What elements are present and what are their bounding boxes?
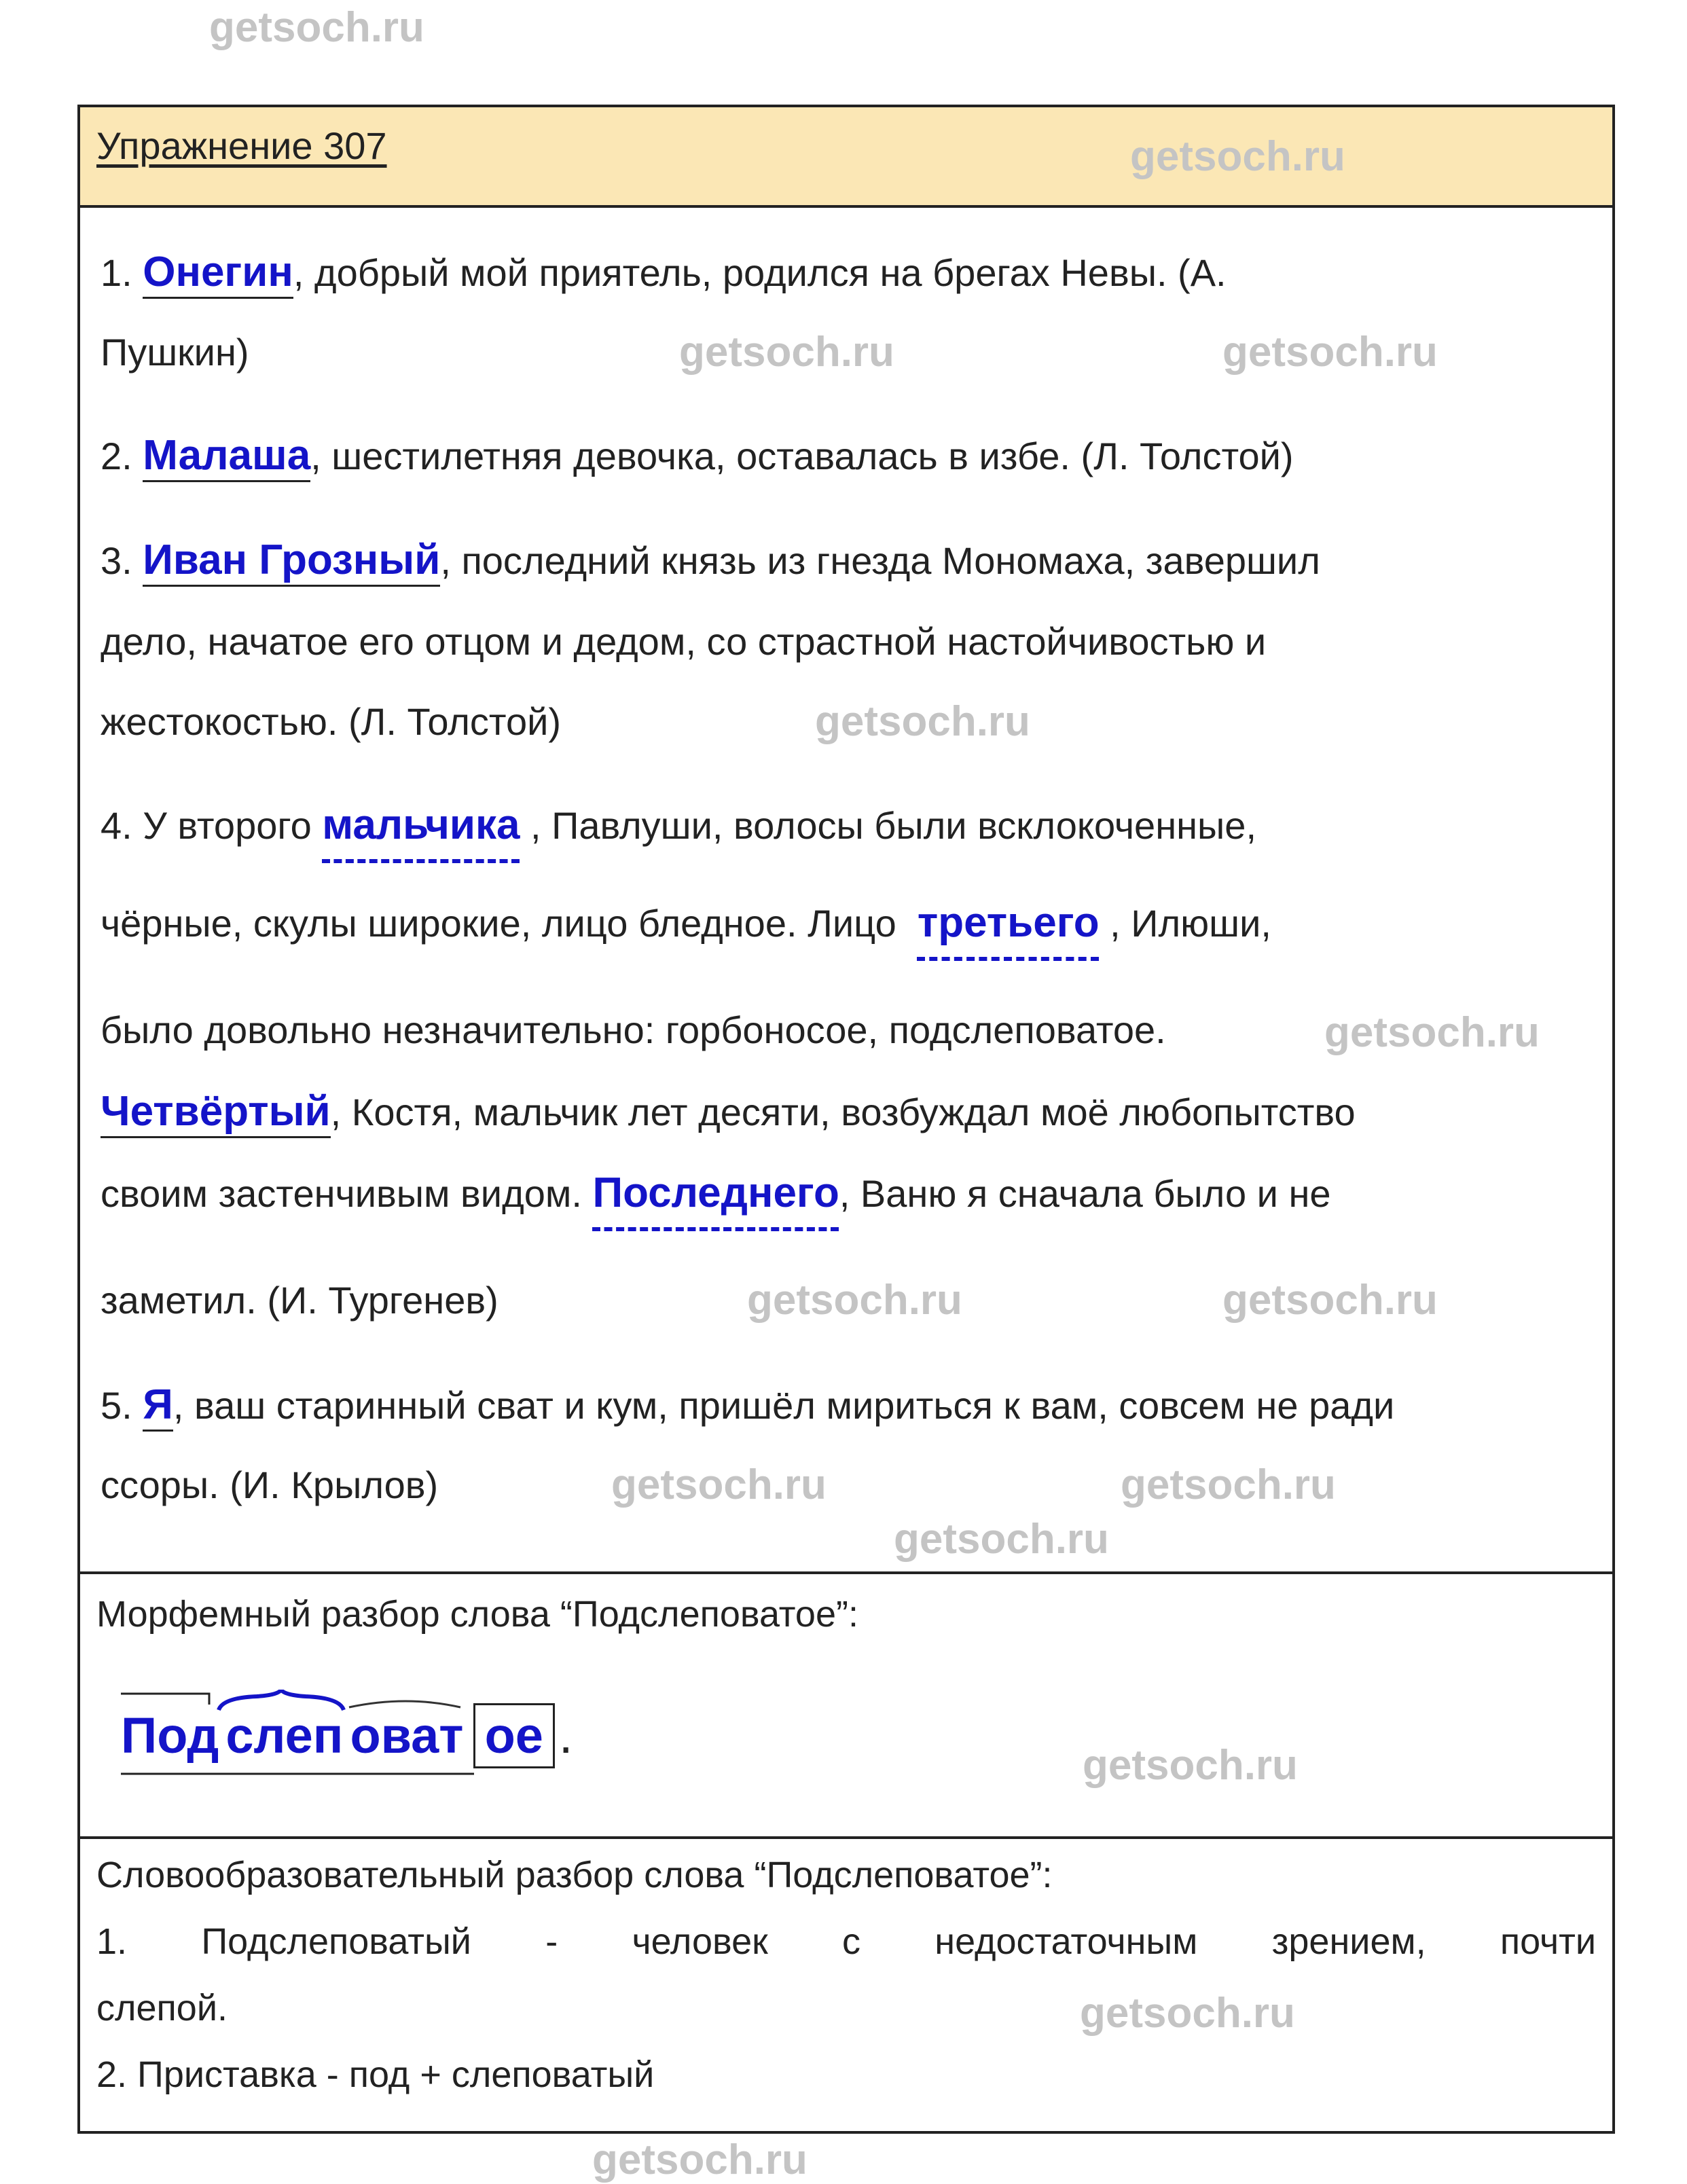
text-line xyxy=(101,1461,438,1509)
text-segment: своим застенчивым видом. xyxy=(101,1172,593,1215)
watermark: getsoch.ru xyxy=(592,2136,808,2183)
derivational-section xyxy=(77,1836,1615,2134)
text-segment: , Костя, мальчик лет десяти, возбуждал моё любопытство xyxy=(330,1091,1356,1133)
highlighted-word: мальчика xyxy=(322,801,520,848)
exercise-title: Упражнение 307 xyxy=(96,124,387,167)
text-segment: , последний князь из гнезда Мономаха, завершил xyxy=(440,539,1320,582)
watermark: getsoch.ru xyxy=(815,698,1030,745)
text-line xyxy=(101,899,1271,947)
text-line xyxy=(101,698,561,746)
text-segment: дело, начатое его отцом и дедом, со страстной настойчивостью и xyxy=(101,620,1267,663)
text-segment: ссоры. (И. Крылов) xyxy=(101,1463,439,1506)
text-segment: было довольно незначительно: горбоносое, подслеповатое. xyxy=(101,1008,1166,1051)
text-segment: 2. xyxy=(101,435,143,477)
exercise-header xyxy=(77,105,1615,208)
highlighted-word: Последнего xyxy=(592,1169,839,1216)
highlighted-word: Малаша xyxy=(143,432,310,482)
suffix: оват xyxy=(350,1707,464,1764)
period: . xyxy=(558,1707,573,1764)
watermark: getsoch.ru xyxy=(894,1516,1109,1563)
text-line xyxy=(101,1381,1394,1430)
text-segment: , Ваню я сначала было и не xyxy=(839,1172,1331,1215)
watermark: getsoch.ru xyxy=(611,1461,827,1508)
text-line xyxy=(101,801,1256,850)
highlighted-word: Четвёртый xyxy=(101,1088,331,1138)
ending: ое xyxy=(473,1703,555,1768)
morpheme-diagram xyxy=(121,1690,678,1778)
text-segment: жестокостью. (Л. Толстой) xyxy=(101,700,562,743)
watermark: getsoch.ru xyxy=(1130,133,1345,180)
highlighted-word: Иван Грозный xyxy=(143,536,440,587)
sentences-section xyxy=(77,205,1615,1574)
text-line xyxy=(101,1277,498,1324)
text-segment: 3. xyxy=(101,539,143,582)
watermark: getsoch.ru xyxy=(747,1277,962,1324)
text-segment: 5. xyxy=(101,1384,143,1427)
watermark: getsoch.ru xyxy=(679,329,894,376)
watermark: getsoch.ru xyxy=(1080,1990,1295,2037)
text-segment: , ваш старинный сват и кум, пришёл мириться к вам, совсем не ради xyxy=(173,1384,1395,1427)
watermark: getsoch.ru xyxy=(1083,1742,1298,1789)
watermark: getsoch.ru xyxy=(1324,1009,1540,1056)
derivational-title: Словообразовательный разбор слова “Подслеповатое”: xyxy=(96,1855,1053,1895)
watermark: getsoch.ru xyxy=(209,4,424,51)
text-segment: чёрные, скулы широкие, лицо бледное. Лицо xyxy=(101,902,918,945)
text-line xyxy=(101,1088,1356,1136)
text-segment: , добрый мой приятель, родился на брегах Невы. (А. xyxy=(293,251,1227,294)
derivational-line: 2. Приставка - под + слеповатый xyxy=(96,2054,655,2095)
text-line xyxy=(101,432,1294,480)
text-line xyxy=(101,618,1266,666)
morphemic-title: Морфемный разбор слова “Подслеповатое”: xyxy=(96,1594,858,1635)
watermark: getsoch.ru xyxy=(1222,1277,1438,1324)
text-line xyxy=(101,536,1320,585)
derivational-line: 1. Подслеповатый - человек с недостаточным зрением, почти xyxy=(96,1921,1596,1962)
text-segment: 4. У второго xyxy=(101,804,323,847)
text-line xyxy=(101,249,1227,297)
prefix: Под xyxy=(121,1707,219,1764)
text-segment: 1. xyxy=(101,251,143,294)
text-line xyxy=(101,1006,1166,1054)
text-segment: , Илюши, xyxy=(1099,902,1271,945)
root: слеп xyxy=(225,1707,344,1764)
morphemic-section xyxy=(77,1571,1615,1839)
highlighted-word: третьего xyxy=(917,899,1100,946)
text-segment: , Павлуши, волосы были всклокоченные, xyxy=(520,804,1257,847)
text-line xyxy=(101,1169,1331,1218)
text-line xyxy=(101,329,249,376)
highlighted-word: Я xyxy=(143,1381,173,1432)
text-segment: заметил. (И. Тургенев) xyxy=(101,1279,498,1322)
watermark: getsoch.ru xyxy=(1121,1461,1336,1508)
highlighted-word: Онегин xyxy=(143,249,293,299)
morpheme-word xyxy=(121,1703,573,1768)
derivational-line: слепой. xyxy=(96,1988,228,2028)
text-segment: Пушкин) xyxy=(101,331,249,374)
text-segment: , шестилетняя девочка, оставалась в избе. (Л. Толстой) xyxy=(310,435,1294,477)
watermark: getsoch.ru xyxy=(1222,329,1438,376)
